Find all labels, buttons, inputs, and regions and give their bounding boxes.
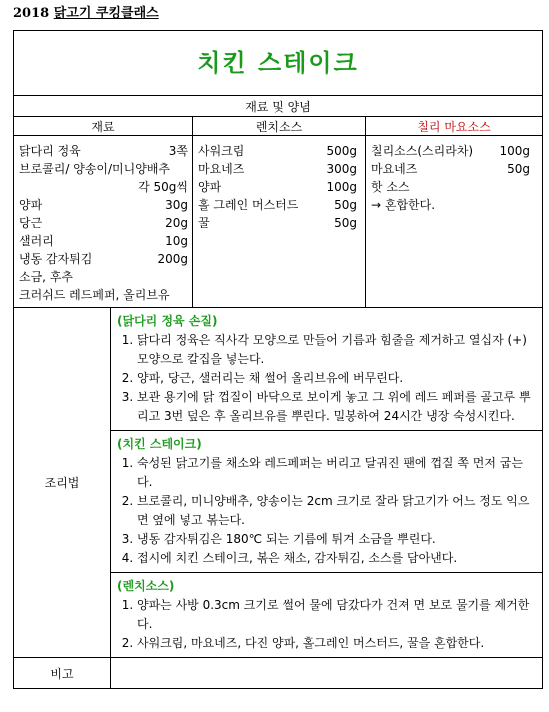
dressing-list <box>193 136 366 308</box>
note-value <box>111 658 543 689</box>
ingredient-item <box>19 214 188 232</box>
steps-cell <box>111 308 543 658</box>
dressing-item <box>198 196 357 214</box>
ingredient-item <box>19 268 188 286</box>
dressing-col-header: 렌치소스 <box>193 117 366 136</box>
ingredient-qty: 200g <box>157 252 188 266</box>
dressing-item <box>198 214 357 232</box>
document-header <box>13 2 159 21</box>
chili-name: 마요네즈 <box>371 162 418 176</box>
steps-label-cell <box>14 308 111 658</box>
chili-item <box>371 160 530 178</box>
ingredient-name: 소금, 후추 <box>19 270 73 284</box>
step-section-title: (렌치소스) <box>117 579 175 593</box>
ingredient-item <box>19 142 188 160</box>
ingredients-list <box>14 136 193 308</box>
chili-qty: 100g <box>499 144 531 158</box>
chili-item <box>371 178 530 196</box>
step-section-title: (치킨 스테이크) <box>117 437 202 451</box>
dish-title: 치킨 스테이크 <box>197 49 359 77</box>
dressing-name: 홀 그레인 머스터드 <box>198 198 299 212</box>
dressing-qty: 500g <box>326 144 357 158</box>
chili-item <box>371 142 530 160</box>
step-item: 3. 보관 용기에 닭 껍질이 바닥으로 보이게 놓고 그 위에 레드 페퍼를 골고루 뿌리고 3번 덮은 후 올리브유를 뿌린다. 밀봉하여 24시간 냉장 숙성시킨다. <box>137 388 536 426</box>
chili-item <box>371 196 530 214</box>
step-section-title: (닭다리 정육 손질) <box>117 314 218 328</box>
dressing-qty: 300g <box>326 162 357 176</box>
ingredient-name: 닭다리 정육 <box>19 144 81 158</box>
step-section <box>111 308 542 431</box>
ingredients-section-header: 재료 및 양념 <box>14 96 543 117</box>
ingredient-qty: 20g <box>165 216 188 230</box>
step-section <box>111 431 542 573</box>
chili-qty: 50g <box>507 162 531 176</box>
ingredient-name: 당근 <box>19 216 43 230</box>
step-item: 3. 냉동 감자튀김은 180℃ 되는 기름에 튀겨 소금을 뿌린다. <box>137 530 536 549</box>
step-section <box>111 573 542 657</box>
ingredient-item <box>19 178 188 196</box>
dressing-name: 사워크림 <box>198 144 245 158</box>
dressing-name: 양파 <box>198 180 222 194</box>
ingredient-name: 샐러리 <box>19 234 54 248</box>
step-item: 4. 접시에 치킨 스테이크, 볶은 채소, 감자튀김, 소스를 담아낸다. <box>137 549 536 568</box>
step-list <box>117 596 536 653</box>
dressing-qty: 50g <box>334 216 357 230</box>
dressing-item <box>198 142 357 160</box>
header-title: 닭고기 쿠킹클래스 <box>53 6 159 21</box>
step-item: 1. 양파는 사방 0.3cm 크기로 썰어 물에 담갔다가 건져 면 보로 물기를 제거한다. <box>137 596 536 634</box>
ingredient-qty: 3쪽 <box>168 144 188 158</box>
dressing-name: 꿀 <box>198 216 210 230</box>
ingredient-name: 크러쉬드 레드페퍼, 올리브유 <box>19 288 170 302</box>
chili-name: → 혼합한다. <box>371 198 436 212</box>
chili-name: 핫 소스 <box>371 180 410 194</box>
step-item: 1. 숙성된 닭고기를 채소와 레드페퍼는 버리고 달궈진 팬에 껍질 쪽 먼저 굽는다. <box>137 454 536 492</box>
dressing-name: 마요네즈 <box>198 162 245 176</box>
steps-label: 조리법 <box>44 476 80 490</box>
ingredient-name: 냉동 감자튀김 <box>19 252 93 266</box>
ingredient-item <box>19 232 188 250</box>
dressing-qty: 50g <box>334 198 357 212</box>
ingredient-name: 브로콜리/ 양송이/미니양배추 <box>19 162 171 176</box>
ingredient-qty: 10g <box>165 234 188 248</box>
ingredient-item <box>19 250 188 268</box>
chili-name: 칠리소스(스리라차) <box>371 144 474 158</box>
ingredient-qty: 30g <box>165 198 188 212</box>
dressing-item <box>198 178 357 196</box>
step-item: 1. 닭다리 정육은 직사각 모양으로 만들어 기름과 힘줄을 제거하고 열십자 (+) 모양으로 칼집을 넣는다. <box>137 331 536 369</box>
chili-col-header: 칠리 마요소스 <box>366 117 543 136</box>
note-label: 비고 <box>50 666 74 681</box>
step-list <box>117 331 536 426</box>
note-label-cell <box>14 658 111 689</box>
step-item: 2. 브로콜리, 미니양배추, 양송이는 2cm 크기로 잘라 닭고기가 어느 정도 익으면 옆에 넣고 볶는다. <box>137 492 536 530</box>
chili-list <box>366 136 543 308</box>
header-year: 2018 <box>13 6 50 21</box>
ingredient-item <box>19 196 188 214</box>
ingredient-qty: 각 50g씩 <box>138 180 188 194</box>
title-cell <box>14 31 543 96</box>
recipe-table <box>13 30 543 689</box>
step-item: 2. 양파, 당근, 샐러리는 채 썰어 올리브유에 버무린다. <box>137 369 536 388</box>
ingredient-name: 양파 <box>19 198 43 212</box>
dressing-item <box>198 160 357 178</box>
step-item: 2. 사워크림, 마요네즈, 다진 양파, 홀그레인 머스터드, 꿀을 혼합한다. <box>137 634 536 653</box>
ingredient-item <box>19 286 188 304</box>
ingredient-item <box>19 160 188 178</box>
ingredients-col-header: 재료 <box>14 117 193 136</box>
step-list <box>117 454 536 568</box>
dressing-qty: 100g <box>326 180 357 194</box>
